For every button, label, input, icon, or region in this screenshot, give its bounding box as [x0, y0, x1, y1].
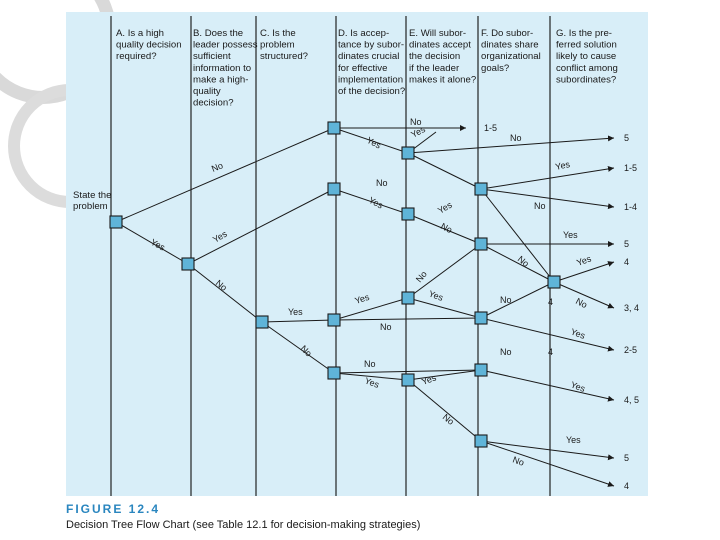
- branch-label-35: No: [440, 411, 456, 427]
- question-g-line-3: likely to cause: [556, 51, 617, 63]
- branch-line-13: [408, 298, 481, 318]
- question-d-line-6: of the decision?: [338, 86, 406, 97]
- question-c-line-3: structured?: [260, 51, 308, 63]
- decision-node-d2: [328, 183, 340, 195]
- question-b-line-3: sufficient: [193, 51, 231, 63]
- branch-label-37: No: [511, 454, 526, 468]
- branch-label-19: No: [413, 269, 429, 285]
- decision-tree-panel: [66, 12, 648, 496]
- branch-label-5: Yes: [365, 134, 383, 151]
- branch-label-4: No: [213, 277, 229, 293]
- outcome-3: 1-4: [624, 202, 638, 212]
- decision-node-f4: [475, 364, 487, 376]
- decision-node-f3: [475, 312, 487, 324]
- branch-line-18: [481, 282, 554, 318]
- outcome-arrow-9: [481, 441, 614, 458]
- question-g-line-1: G. Is the pre-: [556, 28, 612, 39]
- branch-label-18: Yes: [575, 253, 593, 268]
- question-e-line-4: if the leader: [409, 62, 460, 74]
- question-a-line-3: required?: [116, 51, 157, 63]
- branch-label-30: 4: [548, 347, 554, 357]
- outcome-arrow-3: [481, 189, 614, 207]
- branch-label-1: Yes: [149, 236, 167, 253]
- outcome-1: 5: [624, 133, 630, 143]
- question-e-line-2: dinates accept: [409, 39, 471, 51]
- decision-node-e1: [402, 147, 414, 159]
- figure-description: Decision Tree Flow Chart (see Table 12.1 for decision-making strategies): [66, 519, 421, 531]
- outcome-arrow-10: [481, 441, 614, 486]
- decision-node-a: [110, 216, 122, 228]
- branch-label-14: Yes: [436, 199, 454, 216]
- branch-line-8: [262, 320, 334, 322]
- outcome-4: 5: [624, 239, 630, 249]
- outcome-5: 4: [624, 257, 630, 267]
- question-d-line-1: D. Is accep-: [338, 28, 390, 39]
- branch-line-16: [408, 380, 481, 441]
- question-b-line-7: decision?: [193, 97, 234, 109]
- branch-label-3: No: [210, 160, 225, 174]
- question-d-line-3: dinates crucial: [338, 51, 400, 63]
- question-a-line-2: quality decision: [116, 39, 182, 51]
- question-e-line-5: makes it alone?: [409, 74, 477, 86]
- outcome-arrow-2: [481, 168, 614, 189]
- branch-label-26: No: [380, 322, 392, 332]
- branch-label-2: Yes: [211, 228, 229, 245]
- branch-line-7: [188, 264, 262, 322]
- question-e-line-1: E. Will subor-: [409, 28, 467, 39]
- question-f-line-2: dinates share: [481, 39, 539, 51]
- branch-label-6: Yes: [409, 124, 427, 140]
- branch-label-34: Yes: [569, 379, 587, 394]
- branch-label-10: No: [376, 178, 388, 188]
- branch-label-7: No: [410, 117, 422, 127]
- branch-line-6: [188, 189, 334, 264]
- decision-node-f2: [475, 238, 487, 250]
- branch-label-36: Yes: [566, 435, 581, 445]
- branch-line-19: [334, 318, 481, 320]
- branch-label-15: No: [439, 220, 454, 236]
- question-f-line-4: goals?: [481, 62, 510, 74]
- decision-node-d1: [328, 122, 340, 134]
- outcome-2: 1-5: [624, 163, 638, 173]
- decision-node-e4: [402, 374, 414, 386]
- branch-label-22: No: [500, 295, 512, 305]
- figure-caption: [66, 500, 648, 540]
- question-b-line-6: quality: [193, 86, 221, 97]
- outcome-arrow-8: [481, 370, 614, 400]
- question-c-line-2: problem: [260, 39, 295, 51]
- decision-node-b: [182, 258, 194, 270]
- branch-label-27: Yes: [569, 326, 587, 341]
- question-f-line-3: organizational: [481, 51, 541, 63]
- branch-label-9: No: [510, 133, 522, 143]
- start-label-line-1: State the: [73, 190, 112, 201]
- decision-node-f1: [475, 183, 487, 195]
- outcome-7: 2-5: [624, 345, 638, 355]
- question-d-line-5: implementation: [338, 74, 404, 86]
- decision-node-c1: [256, 316, 268, 328]
- question-d-line-4: for effective: [338, 62, 388, 74]
- question-b-line-2: leader possess: [193, 39, 258, 51]
- branch-label-20: Yes: [353, 291, 371, 306]
- branch-label-29: No: [500, 347, 512, 357]
- branch-line-4: [334, 298, 408, 320]
- decision-node-g1: [548, 276, 560, 288]
- decision-node-d3: [328, 314, 340, 326]
- branch-label-8: 1-5: [484, 123, 498, 133]
- question-e-line-3: the decision: [409, 51, 461, 63]
- start-label-line-2: problem: [73, 201, 108, 212]
- branch-label-33: Yes: [420, 372, 438, 387]
- branch-label-16: Yes: [563, 230, 578, 240]
- branch-label-13: No: [534, 201, 546, 211]
- outcome-10: 4: [624, 481, 630, 491]
- question-b-line-4: information to: [193, 62, 252, 74]
- question-d-line-2: tance by subor-: [338, 39, 405, 51]
- decision-node-f5: [475, 435, 487, 447]
- branch-label-25: Yes: [288, 307, 303, 317]
- branch-line-9: [262, 322, 334, 373]
- decision-node-d4: [328, 367, 340, 379]
- branch-label-32: Yes: [363, 375, 381, 390]
- branch-label-24: No: [574, 295, 589, 311]
- decision-tree-diagram: [66, 12, 648, 496]
- decision-node-e2: [402, 208, 414, 220]
- outcome-9: 5: [624, 453, 630, 463]
- question-b-line-5: make a high-: [193, 74, 249, 86]
- question-f-line-1: F. Do subor-: [481, 28, 534, 39]
- question-c-line-1: C. Is the: [260, 28, 296, 39]
- question-b-line-1: B. Does the: [193, 28, 244, 39]
- question-g-line-4: conflict among: [556, 62, 618, 74]
- branch-line-0: [116, 128, 334, 222]
- branch-label-11: Yes: [367, 194, 385, 211]
- branch-label-17: No: [515, 253, 531, 269]
- question-g-line-2: ferred solution: [556, 39, 617, 51]
- figure-title: FIGURE 12.4: [66, 502, 161, 516]
- question-g-line-5: subordinates?: [556, 74, 617, 86]
- branch-line-10: [408, 153, 481, 189]
- branch-label-31: No: [364, 359, 376, 369]
- outcome-6: 3, 4: [624, 303, 640, 313]
- decision-node-e3: [402, 292, 414, 304]
- outcome-8: 4, 5: [624, 395, 640, 405]
- branch-label-21: Yes: [427, 288, 445, 303]
- branch-label-23: 4: [548, 297, 554, 307]
- outcome-arrow-7: [481, 318, 614, 350]
- question-a-line-1: A. Is a high: [116, 28, 164, 39]
- branch-label-28: No: [298, 343, 314, 359]
- branch-label-12: Yes: [554, 159, 571, 172]
